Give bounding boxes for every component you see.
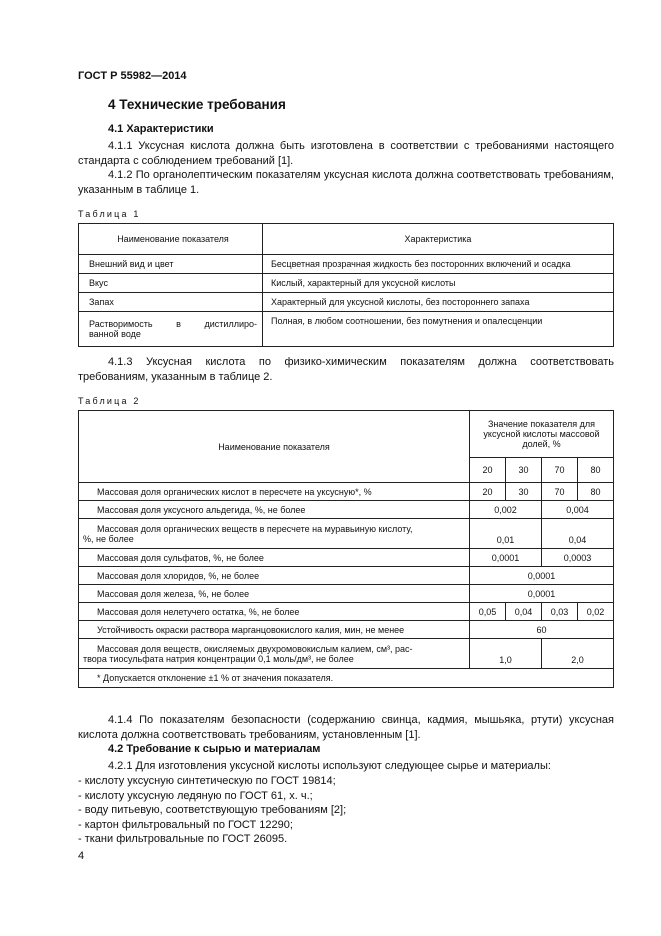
subsection-title-characteristics: 4.1 Характеристики [108,123,214,135]
paragraph-4-2-1: 4.2.1 Для изготовления уксусной кислоты используют следующее сырье и материалы: [108,760,551,772]
table1-header-characteristic: Характеристика [263,224,614,255]
paragraph-4-1-4: 4.1.4 По показателям безопасности (содержанию свинца, кадмия, мышьяка, ртути) уксусная кислота должна соответствовать требованиям, установленным [1]. [78,714,614,741]
table1-cell-name [79,312,263,347]
list-item: - картон фильтровальный по ГОСТ 12290; [78,818,293,831]
subsection-title-raw-materials: 4.2 Требование к сырью и материалам [108,743,321,755]
table2-header-value: Значение показателя для уксусной кислоты массовой долей, % [470,411,614,458]
table2-caption: Таблица 2 [78,396,141,406]
table-row [79,274,614,293]
table1-cell-name: Запах [79,293,263,312]
table2-cell-name: Массовая доля органических кислот в пересчете на уксусную*, % [79,483,470,501]
table1-cell-value: Характерный для уксусной кислоты, без постороннего запаха [263,293,614,312]
table1-cell-name: Вкус [79,274,263,293]
table2-conc-70: 70 [541,458,577,483]
table2-header-name: Наименование показателя [79,411,470,483]
list-item: - кислоту уксусную синтетическую по ГОСТ 19814; [78,775,336,787]
table2-cell-name: Массовая доля хлоридов, %, не более [79,567,470,585]
table2-cell-value: 0,02 [577,603,613,621]
table-row [79,293,614,312]
table2-cell-value: 0,03 [541,603,577,621]
document-header: ГОСТ Р 55982—2014 [78,70,187,82]
table1-header-name: Наименование показателя [79,224,263,255]
paragraph-4-1-2: 4.1.2 По органолептическим показателям уксусная кислота должна соответствовать требованиям, указанным в таблице 1. [78,169,614,196]
table2-cell-value: 70 [541,483,577,501]
table-row [79,621,614,639]
table2-conc-20: 20 [470,458,506,483]
table1-cell-value: Бесцветная прозрачная жидкость без посторонних включений и осадка [263,255,614,274]
table2-cell-value: 0,002 [470,501,542,519]
table2-cell-value: 80 [577,483,613,501]
paragraph-4-1-1: 4.1.1 Уксусная кислота должна быть изготовлена в соответствии с требованиями настоящего стандарта с соблюдением требований [1]. [78,140,614,167]
paragraph-4-1-3: 4.1.3 Уксусная кислота по физико-химическим показателям должна соответствовать требованиям, указанным в таблице 2. [78,356,614,383]
table1-cell-value: Полная, в любом соотношении, без помутнения и опалесценции [263,312,614,347]
table2-cell-name-line1: Массовая доля органических веществ в пересчете на муравьиную кислоту, [97,523,413,534]
table2-cell-name-line2: %, не более [83,533,134,544]
table1-cell-name: Внешний вид и цвет [79,255,263,274]
table-row [79,549,614,567]
section-title: 4 Технические требования [108,97,286,112]
table2-cell-name [79,519,470,549]
table2-cell-value: 0,04 [541,519,613,549]
table-1 [78,223,614,347]
table2-cell-value: 30 [505,483,541,501]
table2-cell-value: 0,0001 [470,585,614,603]
table2-cell-value: 0,04 [505,603,541,621]
table-row [79,603,614,621]
page-number: 4 [78,850,85,862]
table2-cell-name-line1: Массовая доля веществ, окисляемых двухромовокислым калием, см³, рас- [97,643,413,654]
list-item: - ткани фильтровальные по ГОСТ 26095. [78,833,288,845]
table-2 [78,410,614,688]
table2-cell-value: 1,0 [470,639,542,669]
table-row [79,312,614,347]
table2-footnote: * Допускается отклонение ±1 % от значения показателя. [79,669,614,688]
table2-cell-value: 2,0 [541,639,613,669]
table2-cell-value: 0,0001 [470,549,542,567]
table2-cell-name: Массовая доля железа, %, не более [79,585,470,603]
table2-conc-80: 80 [577,458,613,483]
table2-cell-value: 20 [470,483,506,501]
table-row [79,501,614,519]
table2-cell-value: 0,0001 [470,567,614,585]
table1-caption: Таблица 1 [78,209,141,219]
table2-cell-value: 60 [470,621,614,639]
materials-list [78,774,346,847]
table1-cell-name-line2: ванной воде [89,329,141,339]
list-item: - кислоту уксусную ледяную по ГОСТ 61, х. ч.; [78,789,313,802]
table2-cell-name: Массовая доля уксусного альдегида, %, не более [79,501,470,519]
table-row [79,255,614,274]
table2-cell-value: 0,01 [470,519,542,549]
table-row [79,483,614,501]
table2-cell-value: 0,05 [470,603,506,621]
table1-cell-name-line1: Растворимость в дистиллиро- [89,319,257,329]
table2-cell-name-line2: твора тиосульфата натрия концентрации 0,1 моль/дм³, не более [83,653,354,664]
table-row [79,519,614,549]
table1-cell-value: Кислый, характерный для уксусной кислоты [263,274,614,293]
table2-cell-name: Устойчивость окраски раствора марганцовокислого калия, мин, не менее [79,621,470,639]
table2-cell-value: 0,0003 [541,549,613,567]
table2-cell-name: Массовая доля нелетучего остатка, %, не более [79,603,470,621]
table-row [79,567,614,585]
table-row [79,585,614,603]
table2-cell-name [79,639,470,669]
table-row [79,639,614,669]
table2-cell-name: Массовая доля сульфатов, %, не более [79,549,470,567]
table2-conc-30: 30 [505,458,541,483]
table2-cell-value: 0,004 [541,501,613,519]
list-item: - воду питьевую, соответствующую требованиям [2]; [78,804,347,816]
